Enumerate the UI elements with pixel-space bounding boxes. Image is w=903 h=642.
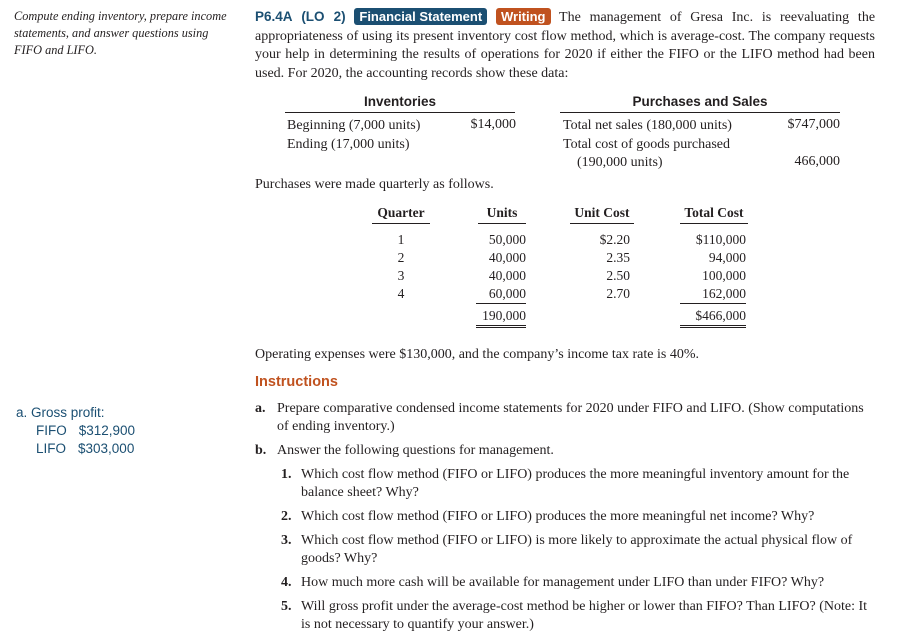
intro-text: The management of Gresa Inc. is reevaluating the appropriateness of using its present inventory cost flow method, which is average-cost. The company requests your help in determining the results of operations for 2020 if either the FIFO or the LIFO method had been used. For 2020, the accounting records show these data:: [255, 10, 876, 81]
quarter-column: 1 2 3 4: [397, 232, 405, 301]
question-5: 5. Will gross profit under the average-cost method be higher or lower than FIFO? Than LIFO? (Note: It is not necessary to quantify your answer.): [281, 599, 868, 632]
instruction-b: b. Answer the following questions for management.: [255, 443, 554, 458]
gross-profit-answer: [16, 404, 135, 458]
instructions-heading: Instructions: [255, 374, 338, 390]
inventory-labels: Beginning (7,000 units) Ending (17,000 units): [287, 118, 421, 152]
learning-objective: (LO 2): [301, 9, 346, 24]
units-header: Units: [478, 205, 526, 224]
purchases-sales-heading: Purchases and Sales: [560, 94, 840, 113]
problem-intro: [255, 8, 875, 83]
total-cost-sum: $466,000: [680, 307, 746, 328]
question-3: 3. Which cost flow method (FIFO or LIFO) is more likely to approximate the actual physical flow of goods? Why?: [281, 533, 853, 566]
inventories-heading: Inventories: [285, 94, 515, 113]
writing-badge: Writing: [496, 8, 551, 25]
purchases-labels: Total net sales (180,000 units) Total cost of goods purchased (190,000 units): [563, 118, 732, 170]
fifo-row: FIFO $312,900: [36, 423, 136, 438]
financial-statement-badge: Financial Statement: [354, 8, 487, 25]
quarter-header: Quarter: [372, 205, 430, 224]
instruction-a: a. Prepare comparative condensed income statements for 2020 under FIFO and LIFO. (Show computations of ending inventory.): [255, 401, 864, 434]
purchases-note: Purchases were made quarterly as follows.: [255, 177, 494, 192]
total-cost-column: $110,000 94,000 100,000 162,000: [680, 231, 746, 304]
cost-purchased-value: 466,000: [794, 154, 840, 169]
units-column: 50,000 40,000 40,000 60,000: [476, 231, 526, 304]
beginning-value: $14,000: [470, 117, 516, 132]
question-4: 4. How much more cash will be available for management under LIFO than under FIFO? Why?: [281, 575, 825, 590]
question-2: 2. Which cost flow method (FIFO or LIFO) produces the more meaningful net income? Why?: [281, 509, 815, 524]
total-cost-header: Total Cost: [680, 205, 748, 224]
gross-profit-title: a. Gross profit:: [16, 405, 105, 420]
unit-cost-column: $2.20 2.35 2.50 2.70: [599, 232, 630, 301]
question-1: 1. Which cost flow method (FIFO or LIFO) produces the more meaningful inventory amount for the balance sheet? Why?: [281, 467, 850, 500]
total-units: 190,000: [476, 307, 526, 328]
net-sales-value: $747,000: [787, 117, 840, 132]
operating-note: Operating expenses were $130,000, and the company’s income tax rate is 40%.: [255, 347, 699, 362]
instructions-list: [255, 400, 875, 640]
lifo-row: LIFO $303,000: [36, 441, 135, 456]
unit-cost-header: Unit Cost: [570, 205, 634, 224]
problem-number: P6.4A: [255, 9, 293, 24]
margin-note: Compute ending inventory, prepare income statements, and answer questions using FIFO and LIFO.: [14, 9, 227, 57]
problem-block: [255, 8, 875, 83]
